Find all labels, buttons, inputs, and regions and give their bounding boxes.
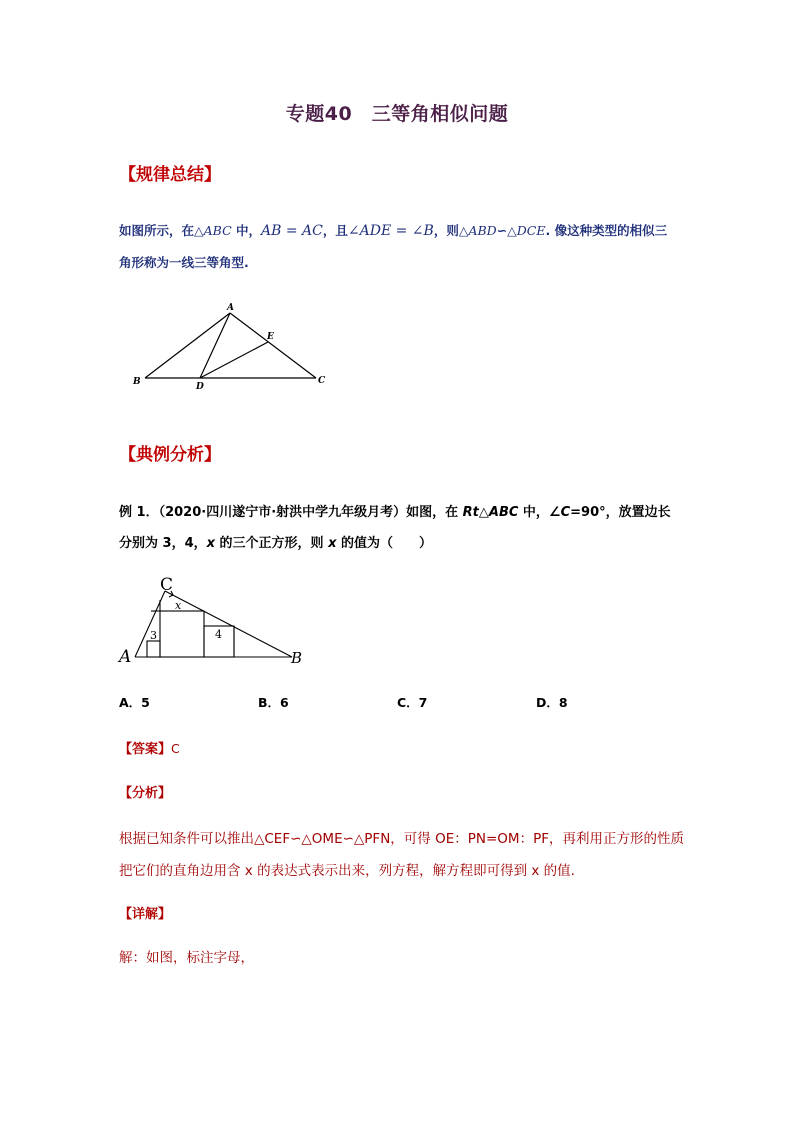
summary-line-1 bbox=[119, 215, 667, 247]
detail-tag: 【详解】 bbox=[119, 907, 172, 922]
answer-tag: 【答案】 bbox=[119, 742, 172, 757]
summary-paragraph bbox=[119, 215, 667, 279]
example-text: △ bbox=[478, 505, 489, 520]
summary-text: ，则△ bbox=[433, 223, 469, 238]
side-cb bbox=[165, 591, 292, 657]
analysis-paragraph bbox=[119, 823, 684, 887]
label-a: A bbox=[227, 303, 234, 313]
figure-triangle-abc bbox=[125, 297, 335, 397]
label-c: C bbox=[160, 575, 174, 595]
math-rt: Rt bbox=[462, 505, 479, 520]
label-c: C bbox=[318, 376, 326, 386]
math-angle-equality: ∠ADE = ∠B bbox=[347, 223, 434, 239]
page-title: 专题40 三等角相似问题 bbox=[285, 103, 509, 125]
square-middle bbox=[160, 611, 204, 657]
option-c: C．7 bbox=[397, 695, 428, 710]
example-text: 分别为 3，4， bbox=[119, 536, 207, 551]
math-abd: ABD bbox=[468, 223, 497, 238]
math-abc: ABC bbox=[488, 505, 519, 520]
segment-ad bbox=[200, 313, 230, 378]
analysis-tag: 【分析】 bbox=[119, 786, 172, 801]
answer-line bbox=[119, 738, 180, 757]
section-heading-summary: 【规律总结】 bbox=[119, 165, 221, 185]
label-b: B bbox=[291, 649, 303, 667]
math-c: C bbox=[560, 505, 571, 520]
label-e: E bbox=[267, 332, 274, 342]
section-heading-examples: 【典例分析】 bbox=[119, 445, 221, 465]
label-4: 4 bbox=[215, 628, 222, 641]
example-text: 的三个正方形，则 bbox=[215, 536, 329, 551]
math-ab-eq-ac: AB = AC bbox=[261, 223, 323, 239]
summary-text: ，且 bbox=[322, 223, 348, 238]
figure-squares-in-triangle bbox=[115, 570, 315, 670]
square-3 bbox=[147, 641, 160, 657]
option-d: D．8 bbox=[536, 695, 568, 710]
analysis-line-2: 把它们的直角边用含 x 的表达式表示出来，列方程，解方程即可得到 x 的值. bbox=[119, 863, 575, 879]
detail-line-1: 解：如图，标注字母， bbox=[119, 950, 254, 966]
example-1-question bbox=[119, 497, 671, 559]
summary-text: . 像这种类型的相似三 bbox=[545, 223, 668, 238]
example-text: 的值为（ ） bbox=[336, 536, 432, 551]
analysis-line-1: 根据已知条件可以推出△CEF∽△OME∽△PFN，可得 OE：PN=OM：PF，再利用正方形的性质 bbox=[119, 831, 684, 847]
example-text: =90°，放置边长 bbox=[570, 505, 671, 520]
summary-text: ∽△ bbox=[496, 223, 517, 238]
label-x: x bbox=[175, 599, 182, 612]
summary-text: 中， bbox=[231, 223, 261, 238]
example-text: 中，∠ bbox=[518, 505, 561, 520]
segment-de bbox=[200, 342, 268, 378]
side-ac bbox=[230, 313, 316, 378]
option-a: A．5 bbox=[119, 695, 150, 710]
math-abc: ABC bbox=[203, 223, 232, 238]
math-x: x bbox=[328, 536, 337, 551]
summary-text: 如图所示，在△ bbox=[119, 223, 204, 238]
math-x: x bbox=[206, 536, 216, 551]
option-b: B．6 bbox=[258, 695, 289, 710]
summary-line-2: 角形称为一线三等角型. bbox=[119, 255, 249, 270]
example-line-2 bbox=[119, 528, 671, 559]
answer-value: C bbox=[171, 741, 180, 756]
label-a: A bbox=[119, 647, 132, 667]
example-line-1 bbox=[119, 497, 671, 528]
label-d: D bbox=[196, 382, 204, 392]
math-dce: DCE bbox=[516, 223, 546, 238]
label-b: B bbox=[133, 377, 141, 387]
example-text: 例 1．（2020·四川遂宁市·射洪中学九年级月考）如图，在 bbox=[119, 505, 463, 520]
label-3: 3 bbox=[150, 629, 157, 642]
